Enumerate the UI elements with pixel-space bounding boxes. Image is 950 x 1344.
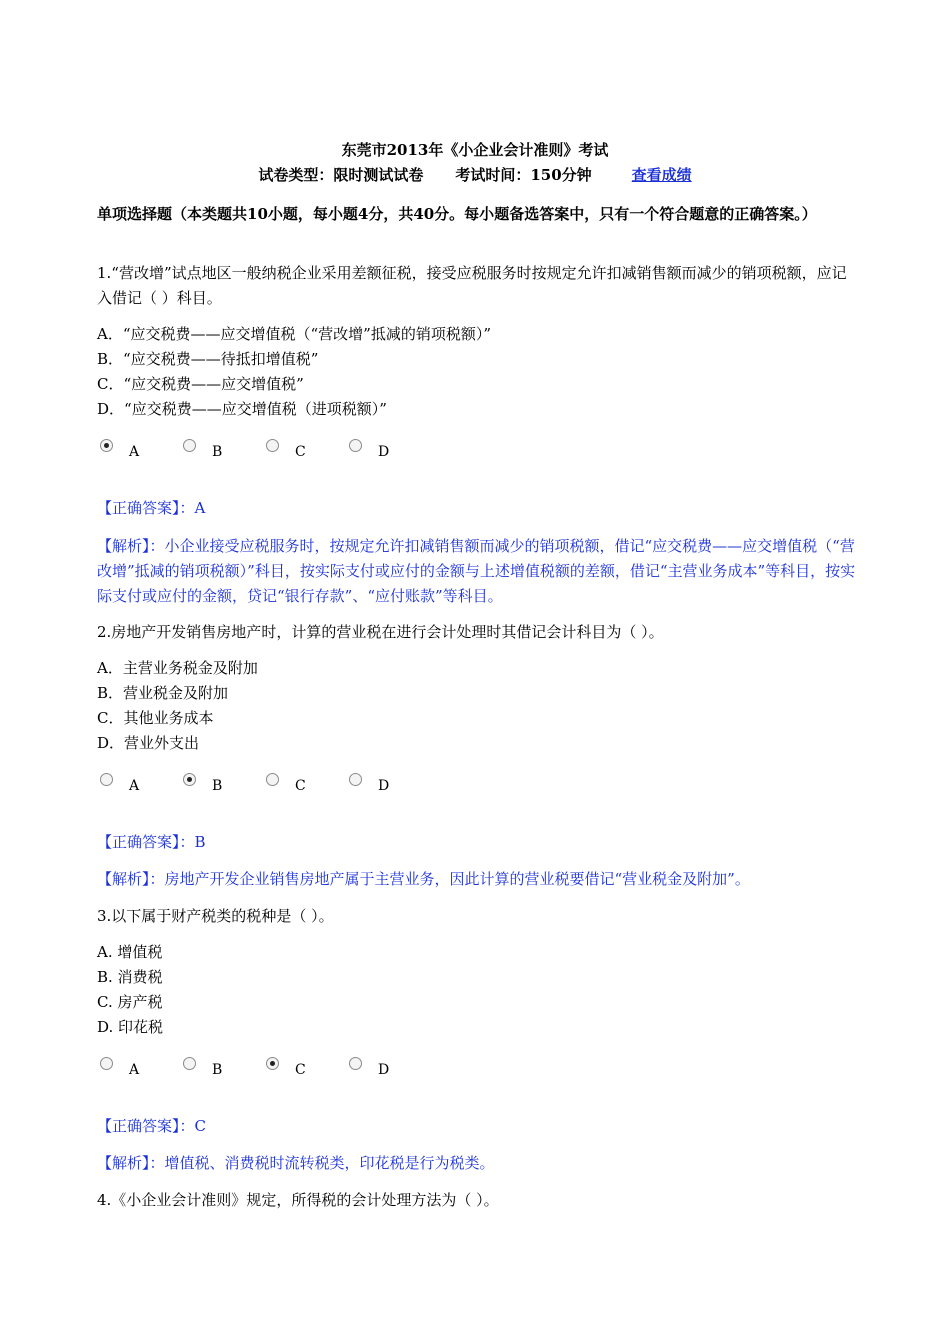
option-b: B. 消费税 <box>97 968 163 986</box>
option-a: A．“应交税费——应交增值税（“营改增”抵减的销项税额）” <box>97 325 492 343</box>
question-3-options <box>97 940 857 1040</box>
radio-circle-checked[interactable] <box>100 439 113 452</box>
radio-label: A <box>129 1062 140 1078</box>
question-2-text: 2.房地产开发销售房地产时，计算的营业税在进行会计处理时其借记会计科目为（ ）。 <box>97 623 664 641</box>
radio-a[interactable] <box>100 439 160 467</box>
option-d: D．营业外支出 <box>97 734 200 752</box>
radio-a[interactable] <box>100 1057 160 1085</box>
option-a: A．主营业务税金及附加 <box>97 659 258 677</box>
radio-b[interactable] <box>183 1057 243 1085</box>
radio-circle-checked[interactable] <box>183 773 196 786</box>
option-c: C. 房产税 <box>97 993 163 1011</box>
question-1-options <box>97 322 857 422</box>
radio-d[interactable] <box>349 773 409 801</box>
radio-c[interactable] <box>266 773 326 801</box>
radio-a[interactable] <box>100 773 160 801</box>
radio-circle-checked[interactable] <box>266 1057 279 1070</box>
radio-circle[interactable] <box>100 773 113 786</box>
radio-label: D <box>378 444 390 460</box>
radio-label: B <box>212 778 223 794</box>
option-d: D．“应交税费——应交增值税（进项税额）” <box>97 400 387 418</box>
radio-circle[interactable] <box>349 439 362 452</box>
option-d: D. 印花税 <box>97 1018 164 1036</box>
radio-c[interactable] <box>266 1057 326 1085</box>
correct-answer: 【正确答案】：C <box>97 1117 206 1135</box>
radio-circle[interactable] <box>100 1057 113 1070</box>
option-b: B．“应交税费——待抵扣增值税” <box>97 350 319 368</box>
question-3-radio-group <box>100 1057 500 1085</box>
radio-label: C <box>295 778 306 794</box>
radio-label: A <box>129 778 140 794</box>
option-b: B．营业税金及附加 <box>97 684 229 702</box>
radio-label: D <box>378 778 390 794</box>
explanation: 【解析】：增值税、消费税时流转税类，印花税是行为税类。 <box>97 1154 495 1172</box>
correct-answer: 【正确答案】：B <box>97 833 206 851</box>
question-3-text: 3.以下属于财产税类的税种是（ ）。 <box>97 907 334 925</box>
radio-circle[interactable] <box>266 773 279 786</box>
radio-b[interactable] <box>183 439 243 467</box>
view-score-link[interactable]: 查看成绩 <box>631 166 692 184</box>
radio-label: B <box>212 1062 223 1078</box>
exam-info-line <box>0 163 950 187</box>
radio-d[interactable] <box>349 1057 409 1085</box>
radio-d[interactable] <box>349 439 409 467</box>
exam-time: 考试时间：150分钟 <box>455 166 592 184</box>
radio-label: C <box>295 1062 306 1078</box>
question-1-text: 1.“营改增”试点地区一般纳税企业采用差额征税，接受应税服务时按规定允许扣减销售额而减少的销项税额，应记入借记（ ）科目。 <box>97 264 847 307</box>
option-a: A. 增值税 <box>97 943 163 961</box>
question-4-text: 4.《小企业会计准则》规定，所得税的会计处理方法为（ ）。 <box>97 1191 499 1209</box>
radio-circle[interactable] <box>349 773 362 786</box>
radio-circle[interactable] <box>183 439 196 452</box>
option-c: C．“应交税费——应交增值税” <box>97 375 304 393</box>
radio-b[interactable] <box>183 773 243 801</box>
radio-label: A <box>129 444 140 460</box>
question-1-radio-group <box>100 439 500 467</box>
radio-circle[interactable] <box>183 1057 196 1070</box>
question-2-options <box>97 656 857 756</box>
section-heading: 单项选择题（本类题共10小题，每小题4分，共40分。每小题备选答案中，只有一个符合题意的正确答案。） <box>97 205 817 223</box>
question-2-radio-group <box>100 773 500 801</box>
option-c: C．其他业务成本 <box>97 709 214 727</box>
radio-label: B <box>212 444 223 460</box>
radio-c[interactable] <box>266 439 326 467</box>
explanation: 【解析】：房地产开发企业销售房地产属于主营业务，因此计算的营业税要借记“营业税金及附加”。 <box>97 870 750 888</box>
explanation: 【解析】：小企业接受应税服务时，按规定允许扣减销售额而减少的销项税额，借记“应交税费——应交增值税（“营改增”抵减的销项税额）”科目，按实际支付或应付的金额与上述增值税额的差额，借记“主营业务成本”等科目，按实际支付或应付的金额，贷记“银行存款”、“应付账款”等科目。 <box>97 537 856 605</box>
correct-answer: 【正确答案】：A <box>97 499 206 517</box>
radio-circle[interactable] <box>266 439 279 452</box>
paper-type: 试卷类型：限时测试试卷 <box>258 166 424 184</box>
radio-label: D <box>378 1062 390 1078</box>
page-title: 东莞市2013年《小企业会计准则》考试 <box>341 141 609 159</box>
radio-circle[interactable] <box>349 1057 362 1070</box>
radio-label: C <box>295 444 306 460</box>
